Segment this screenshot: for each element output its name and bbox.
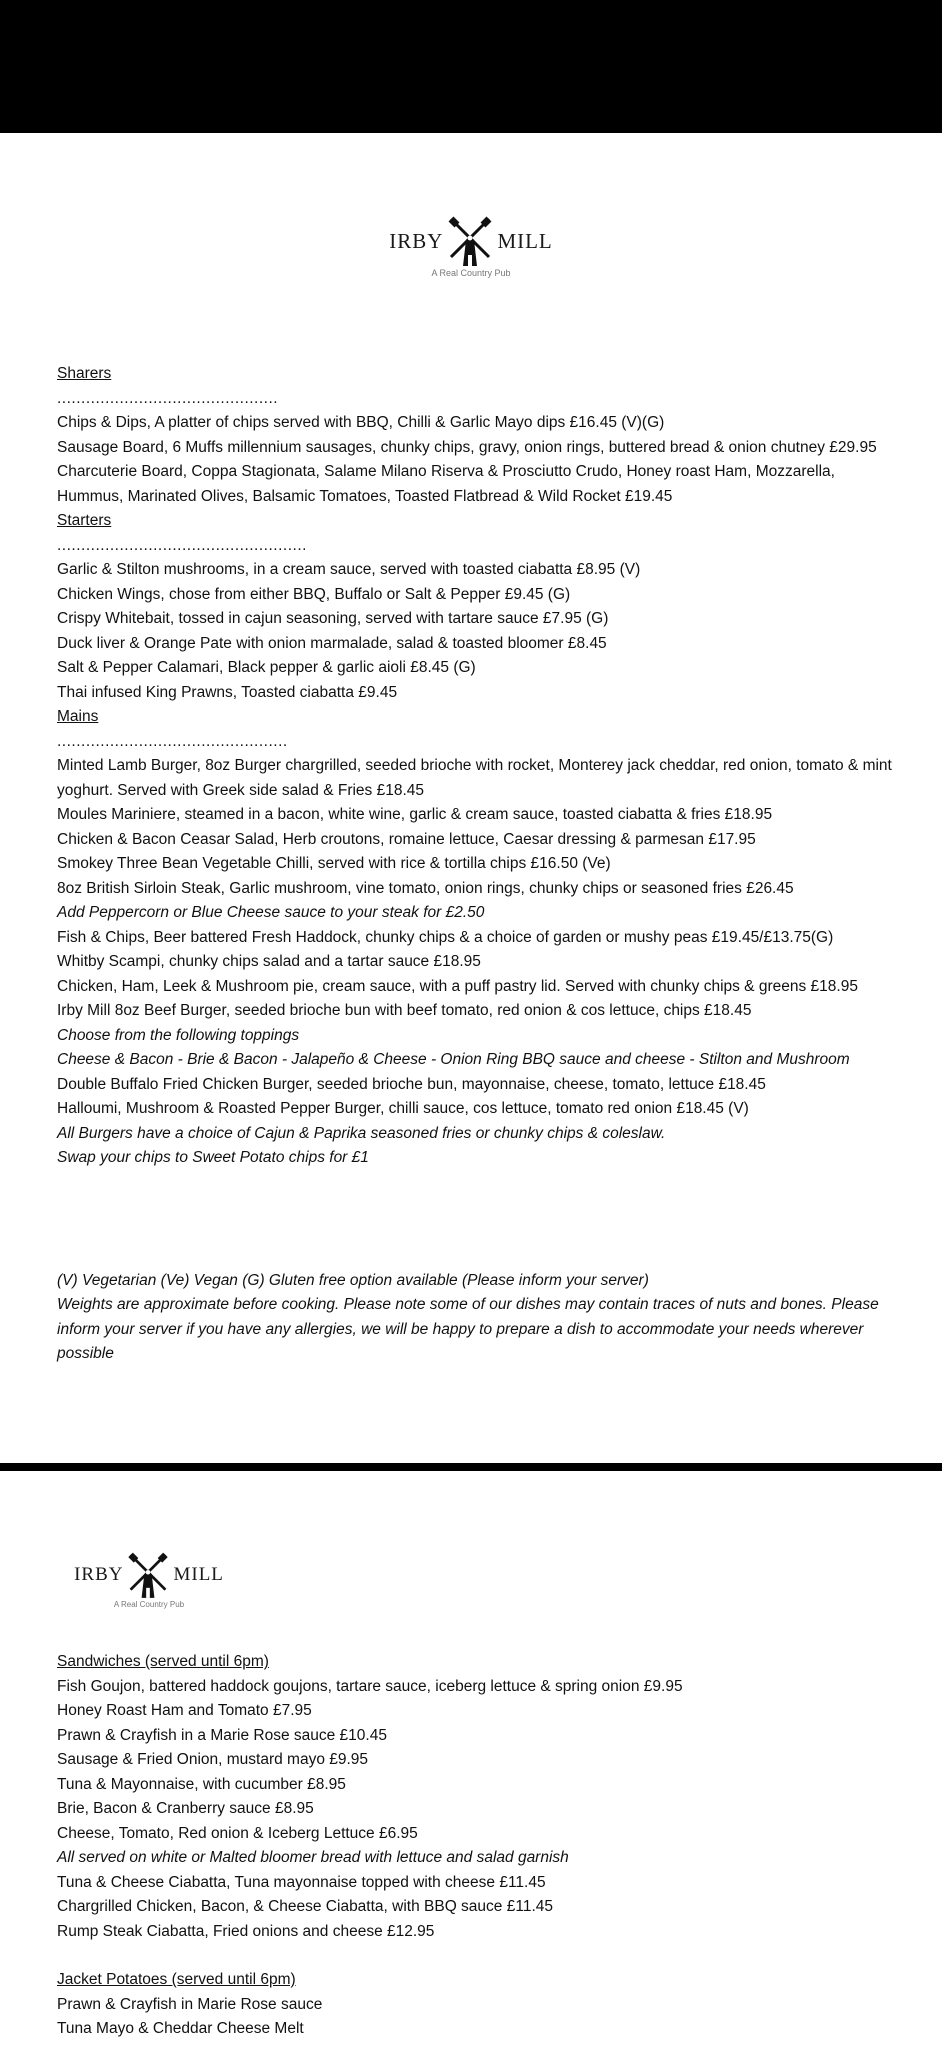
section-divider: ..............................................: [57, 389, 279, 407]
menu-item: Halloumi, Mushroom & Roasted Pepper Burger, chilli sauce, cos lettuce, tomato red onion £18.45 (V): [57, 1100, 749, 1117]
logo-word-left: IRBY: [389, 228, 444, 253]
menu-item: Chargrilled Chicken, Bacon, & Cheese Ciabatta, with BBQ sauce £11.45: [57, 1898, 553, 1915]
section-divider: ....................................................: [57, 536, 307, 554]
logo-word-right: MILL: [497, 228, 553, 253]
menu-item: Duck liver & Orange Pate with onion marmalade, salad & toasted bloomer £8.45: [57, 634, 607, 652]
menu-item: Crispy Whitebait, tossed in cajun seasoning, served with tartare sauce £7.95 (G): [57, 610, 609, 627]
menu-item: Whitby Scampi, chunky chips salad and a tartar sauce £18.95: [57, 953, 481, 970]
menu-item: Tuna Mayo & Cheddar Cheese Melt: [57, 2020, 304, 2037]
mains-list: [57, 754, 897, 1171]
menu-item: Fish & Chips, Beer battered Fresh Haddock, chunky chips & a choice of garden or mushy peas £19.45/£13.75(G): [57, 928, 834, 946]
menu-note: All Burgers have a choice of Cajun & Paprika seasoned fries or chunky chips & coleslaw.: [57, 1124, 666, 1142]
menu-item: Brie, Bacon & Cranberry sauce £8.95: [57, 1800, 314, 1817]
menu-item: Tuna & Mayonnaise, with cucumber £8.95: [57, 1775, 346, 1793]
menu-item: Salt & Pepper Calamari, Black pepper & garlic aioli £8.45 (G): [57, 659, 476, 676]
logo-tagline: A Real Country Pub: [431, 268, 511, 278]
allergy-note: Weights are approximate before cooking. Please note some of our dishes may contain traces of nuts and bones. Please inform your server if you have any allergies, we will be happy to prepare a dish to accommodate your needs wherever possible: [57, 1296, 879, 1362]
jacket-potatoes-heading: Jacket Potatoes (served until 6pm): [57, 1971, 296, 1988]
irby-mill-logo: [76, 1552, 222, 1609]
menu-item: Honey Roast Ham and Tomato £7.95: [57, 1702, 312, 1719]
menu-item: Chicken Wings, chose from either BBQ, Buffalo or Salt & Pepper £9.45 (G): [57, 585, 571, 603]
menu-note: Choose from the following toppings: [57, 1026, 300, 1044]
menu-item: Smokey Three Bean Vegetable Chilli, served with rice & tortilla chips £16.50 (Ve): [57, 855, 611, 872]
logo-word-right: MILL: [173, 1564, 224, 1585]
menu-item: 8oz British Sirloin Steak, Garlic mushroom, vine tomato, onion rings, chunky chips or seasoned fries £26.45: [57, 879, 794, 897]
menu-item: Thai infused King Prawns, Toasted ciabatta £9.45: [57, 683, 398, 701]
sharers-heading: Sharers: [57, 365, 112, 382]
dietary-key-note: (V) Vegetarian (Ve) Vegan (G) Gluten free option available (Please inform your server): [57, 1271, 649, 1289]
windmill-icon: [126, 1552, 170, 1598]
section-divider: ................................................: [57, 732, 288, 750]
menu-item: Garlic & Stilton mushrooms, in a cream sauce, served with toasted ciabatta £8.95 (V): [57, 561, 641, 578]
menu-note: Cheese & Bacon - Brie & Bacon - Jalapeño & Cheese - Onion Ring BBQ sauce and cheese - Stilton and Mushroom: [57, 1051, 850, 1068]
starters-heading: Starters: [57, 512, 112, 529]
logo-word-left: IRBY: [74, 1564, 124, 1585]
irby-mill-logo: [391, 216, 551, 278]
top-black-bar: [0, 0, 942, 133]
menu-item: Chips & Dips, A platter of chips served with BBQ, Chilli & Garlic Mayo dips £16.45 (V)(G): [57, 414, 665, 431]
menu-item: Irby Mill 8oz Beef Burger, seeded brioche bun with beef tomato, red onion & cos lettuce, chips £18.45: [57, 1002, 752, 1019]
menu-item: Fish Goujon, battered haddock goujons, tartare sauce, iceberg lettuce & spring onion £9.95: [57, 1677, 683, 1695]
logo-tagline: A Real Country Pub: [113, 1600, 185, 1609]
menu-item: Rump Steak Ciabatta, Fried onions and cheese £12.95: [57, 1922, 435, 1940]
menu-item: Prawn & Crayfish in a Marie Rose sauce £10.45: [57, 1726, 387, 1744]
sandwiches-heading: Sandwiches (served until 6pm): [57, 1653, 269, 1670]
menu-item: Minted Lamb Burger, 8oz Burger chargrilled, seeded brioche with rocket, Monterey jack cheddar, red onion, tomato & mint yoghurt. Served with Greek side salad & Fries £18.45: [57, 757, 892, 799]
menu-item: Chicken & Bacon Ceasar Salad, Herb croutons, romaine lettuce, Caesar dressing & parmesan £17.95: [57, 830, 756, 848]
menu-item: Charcuterie Board, Coppa Stagionata, Salame Milano Riserva & Prosciutto Crudo, Honey roast Ham, Mozzarella, Hummus, Marinated Olives, Balsamic Tomatoes, Toasted Flatbread & Wild Rocket £19.45: [57, 463, 835, 505]
menu-item: Cheese, Tomato, Red onion & Iceberg Lettuce £6.95: [57, 1824, 418, 1842]
menu-note: Swap your chips to Sweet Potato chips for £1: [57, 1149, 369, 1166]
mains-heading: Mains: [57, 708, 99, 725]
menu-item: Prawn & Crayfish in Marie Rose sauce: [57, 1995, 323, 2013]
menu-item: Moules Mariniere, steamed in a bacon, white wine, garlic & cream sauce, toasted ciabatta & fries £18.95: [57, 806, 773, 823]
menu-page-2: [57, 1650, 897, 2042]
menu-item: Sausage & Fried Onion, mustard mayo £9.95: [57, 1751, 369, 1768]
menu-item: Chicken, Ham, Leek & Mushroom pie, cream sauce, with a puff pastry lid. Served with chunky chips & greens £18.95: [57, 977, 858, 995]
sandwich-list: [57, 1675, 897, 1945]
menu-item: Tuna & Cheese Ciabatta, Tuna mayonnaise topped with cheese £11.45: [57, 1873, 546, 1891]
page-divider: [0, 1463, 942, 1471]
menu-item: Sausage Board, 6 Muffs millennium sausages, chunky chips, gravy, onion rings, buttered bread & onion chutney £29.95: [57, 438, 877, 456]
menu-note: All served on white or Malted bloomer bread with lettuce and salad garnish: [57, 1849, 569, 1866]
menu-page-1: [57, 362, 897, 1367]
menu-note: Add Peppercorn or Blue Cheese sauce to your steak for £2.50: [57, 904, 485, 921]
menu-item: Double Buffalo Fried Chicken Burger, seeded brioche bun, mayonnaise, cheese, tomato, lettuce £18.45: [57, 1075, 766, 1093]
windmill-icon: [446, 216, 494, 266]
